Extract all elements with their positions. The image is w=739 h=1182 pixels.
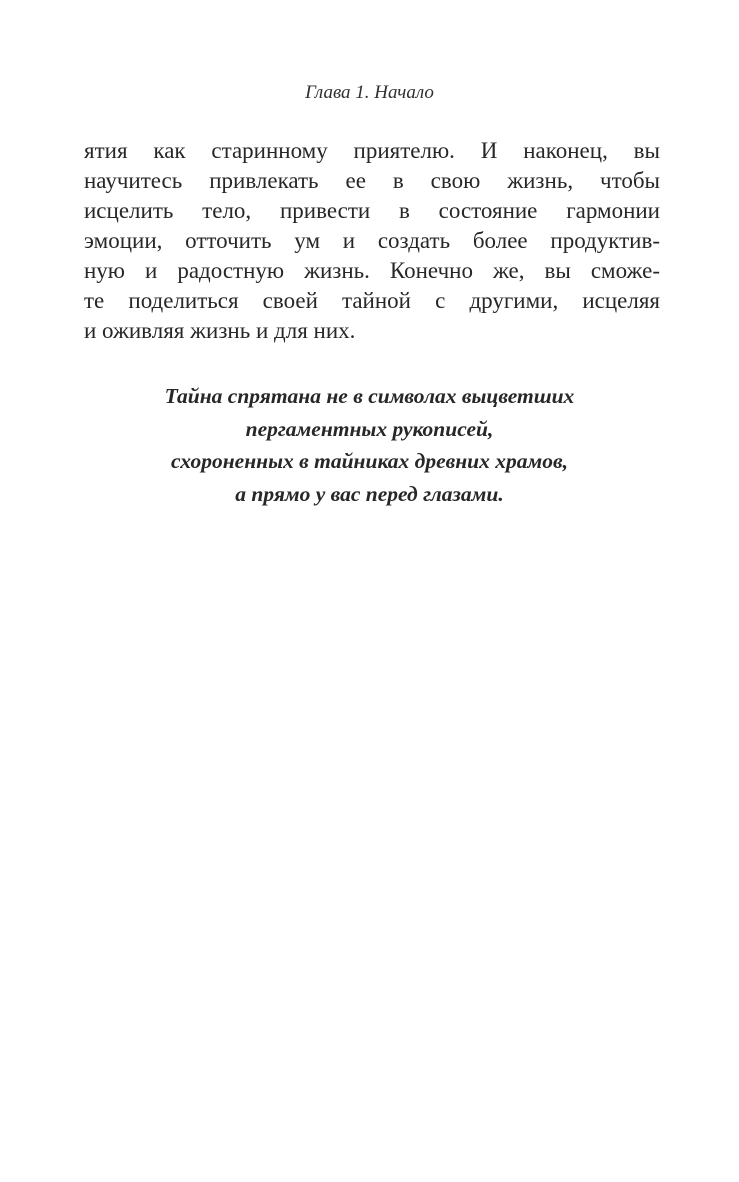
paragraph-line: ятия как старинному приятелю. И наконец, вы: [84, 138, 660, 163]
body-paragraph: [84, 136, 660, 346]
epigraph-quote: [0, 380, 739, 510]
paragraph-line: исцелить тело, привести в состояние гармонии: [84, 198, 660, 223]
quote-line: схороненных в тайниках древних храмов,: [171, 449, 568, 473]
paragraph-line: те поделиться своей тайной с другими, исцеляя: [84, 288, 660, 313]
quote-line: Тайна спрятана не в символах выцветших: [164, 384, 575, 408]
paragraph-line: и оживляя жизнь и для них.: [84, 318, 356, 343]
paragraph-line: научитесь привлекать ее в свою жизнь, чтобы: [84, 168, 660, 193]
chapter-running-header: Глава 1. Начало: [305, 82, 434, 103]
quote-line: пергаментных рукописей,: [245, 416, 494, 441]
quote-line: а прямо у вас перед глазами.: [235, 481, 504, 506]
paragraph-line: ную и радостную жизнь. Конечно же, вы сможе-: [84, 258, 660, 283]
paragraph-line: эмоции, отточить ум и создать более продуктив-: [84, 228, 660, 253]
